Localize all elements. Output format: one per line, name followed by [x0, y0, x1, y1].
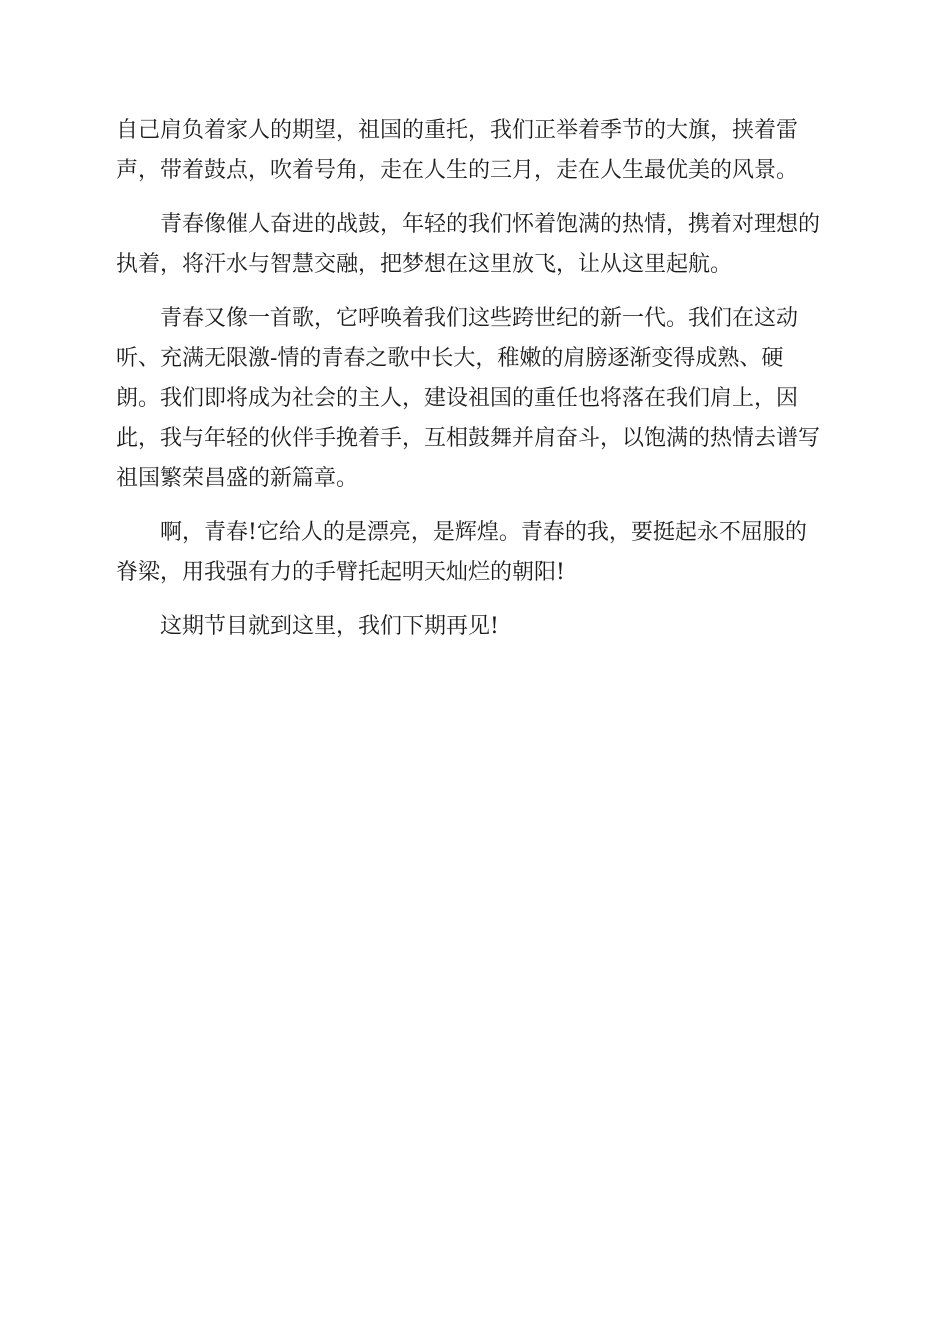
- paragraph-line: 啊，青春!它给人的是漂亮，是辉煌。青春的我，要挺起永不屈服的: [116, 520, 807, 545]
- paragraph-line: 朗。我们即将成为社会的主人，建设祖国的重任也将落在我们肩上，因: [116, 386, 799, 411]
- paragraph-line: 此，我与年轻的伙伴手挽着手，互相鼓舞并肩奋斗，以饱满的热情去谱写: [116, 426, 821, 451]
- paragraph-3: [116, 299, 836, 499]
- document-body: [116, 111, 836, 661]
- paragraph-line: 声，带着鼓点，吹着号角，走在人生的三月，走在人生最优美的风景。: [116, 158, 799, 183]
- paragraph-line: 青春像催人奋进的战鼓，年轻的我们怀着饱满的热情，携着对理想的: [116, 212, 821, 237]
- paragraph-line: 脊梁，用我强有力的手臂托起明天灿烂的朝阳!: [116, 560, 565, 585]
- paragraph-5: [116, 607, 836, 647]
- paragraph-line: 青春又像一首歌，它呼唤着我们这些跨世纪的新一代。我们在这动: [116, 306, 799, 331]
- paragraph-line: 听、充满无限激-情的青春之歌中长大，稚嫩的肩膀逐渐变得成熟、硬: [116, 346, 784, 371]
- paragraph-line: 祖国繁荣昌盛的新篇章。: [116, 466, 359, 491]
- paragraph-line: 这期节目就到这里，我们下期再见!: [116, 614, 499, 639]
- paragraph-line: 执着，将汗水与智慧交融，把梦想在这里放飞，让从这里起航。: [116, 252, 733, 277]
- paragraph-4: [116, 513, 836, 593]
- paragraph-1: [116, 111, 836, 191]
- paragraph-2: [116, 205, 836, 285]
- paragraph-line: 自己肩负着家人的期望，祖国的重托，我们正举着季节的大旗，挟着雷: [116, 118, 799, 143]
